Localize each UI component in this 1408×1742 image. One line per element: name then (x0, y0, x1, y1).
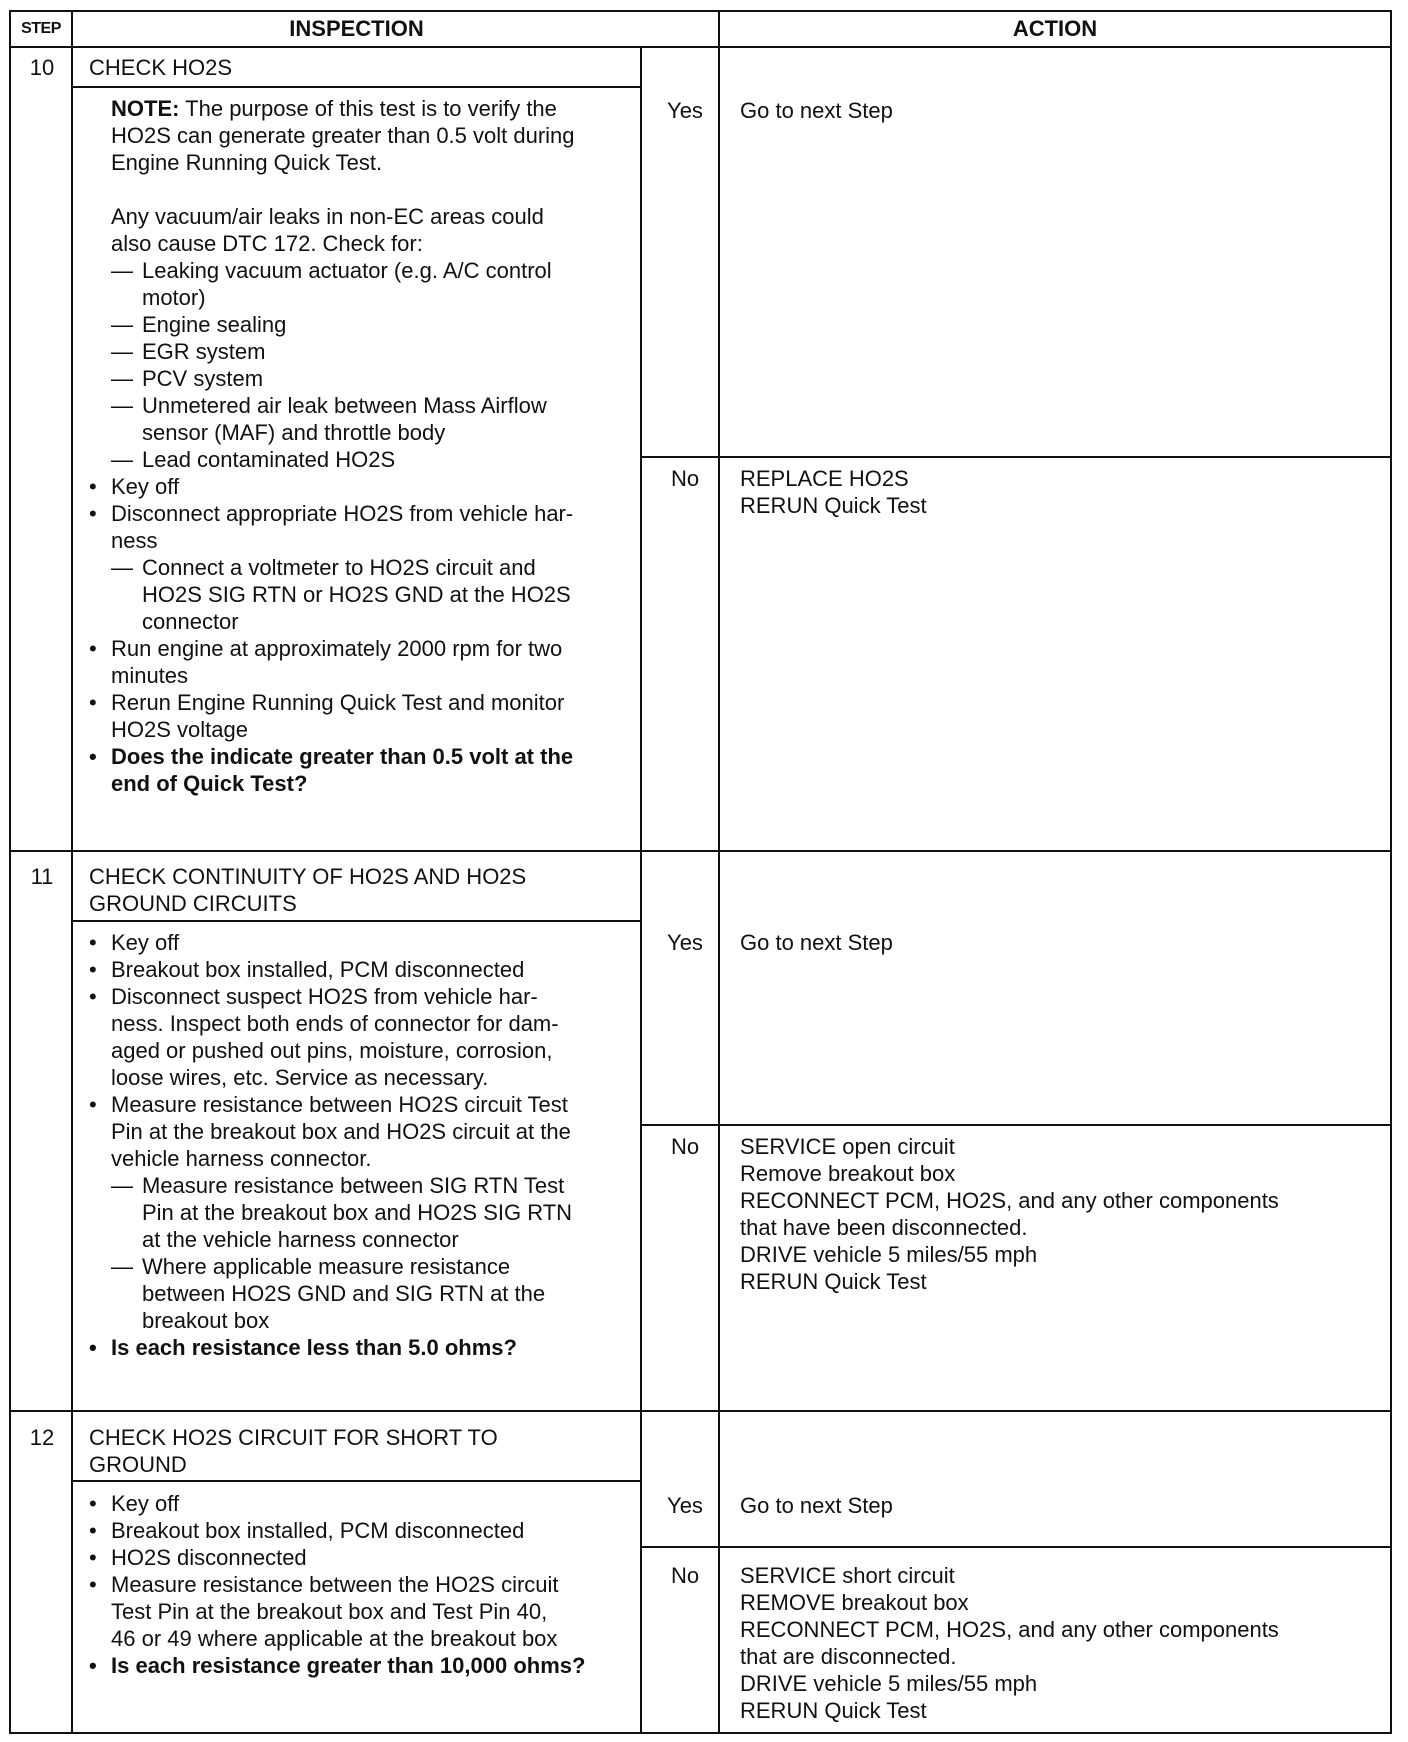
yes-label: Yes (667, 98, 703, 123)
step-body (111, 929, 641, 1361)
list-item: • HO2S disconnected (111, 1544, 641, 1571)
list-item: • Measure resistance between HO2S circuit Test Pin at the breakout box and HO2S circuit at the vehicle harness connector. (111, 1091, 641, 1172)
step-number: 12 (29, 1425, 55, 1450)
yes-no-rule (640, 1546, 1392, 1548)
step-number: 11 (30, 864, 54, 889)
yes-action: Go to next Step (740, 98, 893, 123)
header-inspection: INSPECTION (289, 16, 424, 41)
step-title: CHECK HO2S CIRCUIT FOR SHORT TO GROUND (89, 1425, 498, 1477)
no-action: SERVICE open circuit Remove breakout box RECONNECT PCM, HO2S, and any other components that have been disconnected. DRIVE vehicle 5 miles/55 mph RERUN Quick Test (740, 1134, 1279, 1294)
list-item: — Engine sealing (111, 311, 641, 338)
yes-no-rule (640, 1124, 1392, 1126)
header-rule (9, 46, 1392, 48)
yes-action: Go to next Step (740, 1493, 893, 1518)
list-item: • Rerun Engine Running Quick Test and monitor HO2S voltage (111, 689, 641, 743)
yes-action: Go to next Step (740, 930, 893, 955)
step-rule (9, 1410, 1392, 1412)
step-number: 10 (29, 55, 55, 80)
step-body: NOTE: The purpose of this test is to verify the HO2S can generate greater than 0.5 volt during Engine Running Quick Test. Any vacuum/air leaks in non-EC areas could also cause DTC 172. Check for: — Leaking vacuum actuator (e.g. A/C control motor) — Engine sealing — EGR system — PCV system — Unmetered air leak between Mass Airflow sensor (MAF) and throttle body — Lead contaminated HO2S • Key off • Disconnect appropriate HO2S from vehicle har- ness — Connect a voltmeter to HO2S circuit and HO2S SIG RTN or HO2S GND at the HO2S connector • Run engine at approximately 2000 rpm for two minutes • Rerun Engine Running Quick Test and monitor HO2S voltage • Does the indicate greater than 0.5 volt at the end of Quick Test? (111, 95, 641, 797)
list-item: — Unmetered air leak between Mass Airflow sensor (MAF) and throttle body (111, 392, 641, 446)
yes-no-rule (640, 456, 1392, 458)
no-label: No (670, 466, 700, 491)
header-action: ACTION (1012, 16, 1098, 41)
list-item: — Lead contaminated HO2S (111, 446, 641, 473)
list-item: — Connect a voltmeter to HO2S circuit and HO2S SIG RTN or HO2S GND at the HO2S connector (111, 554, 641, 635)
step-question: • Is each resistance greater than 10,000 ohms? (111, 1652, 641, 1679)
list-item: • Breakout box installed, PCM disconnected (111, 1517, 641, 1544)
list-item: — EGR system (111, 338, 641, 365)
no-action: REPLACE HO2S RERUN Quick Test (740, 466, 927, 518)
step-title: CHECK CONTINUITY OF HO2S AND HO2S GROUND CIRCUITS (89, 864, 527, 916)
list-item: — Measure resistance between SIG RTN Test Pin at the breakout box and HO2S SIG RTN at the vehicle harness connector (111, 1172, 641, 1253)
title-rule (71, 920, 642, 922)
no-action: SERVICE short circuit REMOVE breakout box RECONNECT PCM, HO2S, and any other components that are disconnected. DRIVE vehicle 5 miles/55 mph RERUN Quick Test (740, 1563, 1279, 1723)
note-label: NOTE: (111, 96, 180, 121)
action-column-divider (718, 10, 720, 1734)
list-item: • Key off (111, 929, 641, 956)
list-item: • Breakout box installed, PCM disconnected (111, 956, 641, 983)
list-item: — PCV system (111, 365, 641, 392)
step-rule (9, 850, 1392, 852)
yes-label: Yes (667, 1493, 703, 1518)
title-rule (71, 86, 642, 88)
list-item: • Measure resistance between the HO2S circuit Test Pin at the breakout box and Test Pin 40, 46 or 49 where applicable at the breakout box (111, 1571, 641, 1652)
step-question: • Is each resistance less than 5.0 ohms? (111, 1334, 641, 1361)
yes-label: Yes (667, 930, 703, 955)
title-rule (71, 1480, 642, 1482)
list-item: • Disconnect suspect HO2S from vehicle har- ness. Inspect both ends of connector for dam- aged or pushed out pins, moisture, corrosion, loose wires, etc. Service as necessary. (111, 983, 641, 1091)
header-step: STEP (21, 20, 61, 37)
no-label: No (670, 1134, 700, 1159)
list-item: • Key off (111, 473, 641, 500)
no-label: No (670, 1563, 700, 1588)
list-item: • Key off (111, 1490, 641, 1517)
step-body (111, 1490, 641, 1679)
list-item: — Where applicable measure resistance between HO2S GND and SIG RTN at the breakout box (111, 1253, 641, 1334)
list-item: • Run engine at approximately 2000 rpm for two minutes (111, 635, 641, 689)
list-item: — Leaking vacuum actuator (e.g. A/C control motor) (111, 257, 641, 311)
step-question: • Does the indicate greater than 0.5 volt at the end of Quick Test? (111, 743, 641, 797)
list-item: • Disconnect appropriate HO2S from vehicle har- ness (111, 500, 641, 554)
step-title: CHECK HO2S (89, 55, 233, 80)
